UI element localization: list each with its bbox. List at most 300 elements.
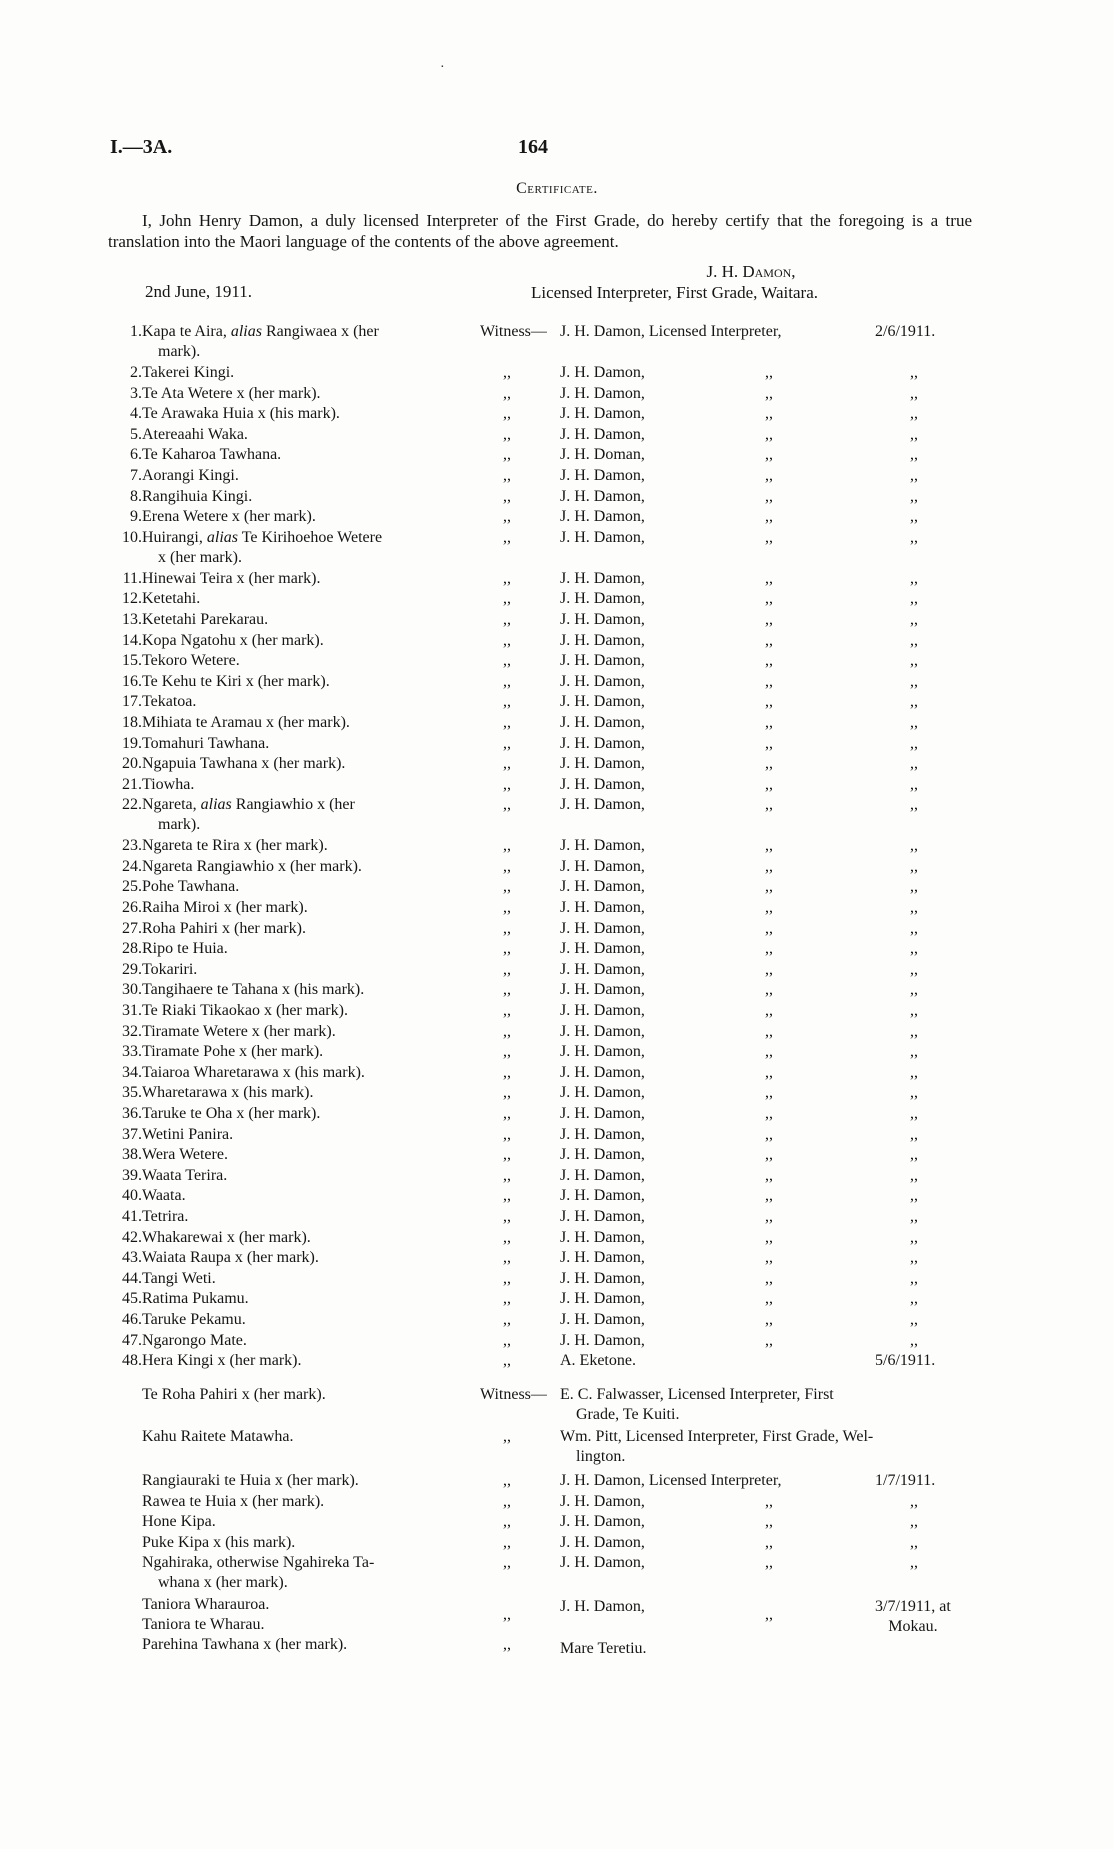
ditto-mark: ,, bbox=[503, 1043, 511, 1061]
signatory-name: Ratima Pukamu. bbox=[142, 1290, 249, 1308]
signatory-row bbox=[0, 960, 1114, 981]
ditto-mark: ,, bbox=[503, 693, 511, 711]
ditto-mark: ,, bbox=[765, 405, 773, 423]
ditto-mark: ,, bbox=[910, 1269, 918, 1287]
speck-mark: · bbox=[440, 60, 445, 75]
signatory-row bbox=[0, 898, 1114, 919]
ditto-mark: ,, bbox=[765, 1249, 773, 1267]
entry-number: 4. bbox=[130, 405, 142, 423]
witness-date: 5/6/1911. bbox=[875, 1352, 936, 1370]
ditto-mark: ,, bbox=[503, 899, 511, 917]
witness-name: J. H. Damon, bbox=[560, 1290, 645, 1308]
ditto-mark: ,, bbox=[503, 1310, 511, 1328]
ditto-mark: ,, bbox=[503, 1428, 511, 1445]
signatory-name: Tangi Weti. bbox=[142, 1269, 216, 1287]
signatory-name: Hinewai Teira x (her mark). bbox=[142, 569, 321, 587]
signatory-name: Te Kaharoa Tawhana. bbox=[142, 446, 282, 464]
ditto-mark: ,, bbox=[910, 1492, 918, 1510]
ditto-mark: ,, bbox=[910, 487, 918, 505]
signatory-name: Pohe Tawhana. bbox=[142, 878, 240, 896]
signatory-name: Aorangi Kingi. bbox=[142, 466, 239, 484]
ditto-mark: ,, bbox=[910, 528, 918, 546]
ditto-mark: ,, bbox=[765, 796, 773, 814]
ditto-mark: ,, bbox=[765, 466, 773, 484]
entry-number: 8. bbox=[130, 487, 142, 505]
additional-row bbox=[0, 1427, 1114, 1471]
signatory-name: Waata Terira. bbox=[142, 1166, 228, 1184]
ditto-mark: ,, bbox=[765, 610, 773, 628]
witness-name: J. H. Damon, bbox=[560, 672, 645, 690]
ditto-mark: ,, bbox=[910, 1533, 918, 1551]
ditto-mark: ,, bbox=[765, 631, 773, 649]
signature-name: J. H. Damon, bbox=[706, 262, 796, 281]
ditto-mark: ,, bbox=[910, 652, 918, 670]
entry-number: 21. bbox=[122, 775, 142, 793]
ditto-mark: ,, bbox=[765, 1269, 773, 1287]
additional-row bbox=[0, 1595, 1114, 1635]
ditto-mark: ,, bbox=[910, 425, 918, 443]
ditto-mark: ,, bbox=[503, 446, 511, 464]
signatory-row bbox=[0, 466, 1114, 487]
signatory-name: Ngareta te Rira x (her mark). bbox=[142, 837, 328, 855]
witness-date: 1/7/1911. bbox=[875, 1472, 936, 1489]
ditto-mark: ,, bbox=[503, 1472, 511, 1489]
entry-number: 43. bbox=[122, 1249, 142, 1267]
signatory-name: Ngareta, alias Rangiawhio x (her mark). bbox=[142, 796, 355, 834]
signatory-name: Atereaahi Waka. bbox=[142, 425, 248, 443]
entry-number: 35. bbox=[122, 1084, 142, 1102]
ditto-mark: ,, bbox=[765, 1084, 773, 1102]
entry-number: 26. bbox=[122, 899, 142, 917]
ditto-mark: ,, bbox=[765, 693, 773, 711]
entry-number: 46. bbox=[122, 1310, 142, 1328]
witness-name: J. H. Damon, bbox=[560, 1187, 645, 1205]
witness-name: J. H. Damon, bbox=[560, 796, 645, 814]
ditto-mark: ,, bbox=[503, 857, 511, 875]
ditto-mark: ,, bbox=[910, 981, 918, 999]
ditto-mark: ,, bbox=[910, 508, 918, 526]
witness-name: J. H. Damon, bbox=[560, 734, 645, 752]
ditto-mark: ,, bbox=[503, 672, 511, 690]
witness-name: J. H. Damon, bbox=[560, 631, 645, 649]
signatory-name: Kahu Raitete Matawha. bbox=[142, 1428, 294, 1445]
signatory-row bbox=[0, 425, 1114, 446]
signatory-name: Tomahuri Tawhana. bbox=[142, 734, 270, 752]
signatory-row bbox=[0, 1125, 1114, 1146]
ditto-mark: ,, bbox=[503, 713, 511, 731]
ditto-mark: ,, bbox=[503, 425, 511, 443]
ditto-mark: ,, bbox=[910, 1146, 918, 1164]
signatory-name: Mihiata te Aramau x (her mark). bbox=[142, 713, 350, 731]
ditto-mark: ,, bbox=[765, 652, 773, 670]
ditto-mark: ,, bbox=[503, 590, 511, 608]
signatory-row bbox=[0, 1145, 1114, 1166]
ditto-mark: ,, bbox=[765, 837, 773, 855]
entry-number: 32. bbox=[122, 1022, 142, 1040]
witness-name: J. H. Doman, bbox=[560, 446, 645, 464]
ditto-mark: ,, bbox=[503, 569, 511, 587]
signatory-name: Rawea te Huia x (her mark). bbox=[142, 1492, 325, 1510]
entry-number: 33. bbox=[122, 1043, 142, 1061]
ditto-mark: ,, bbox=[910, 1166, 918, 1184]
witness-name: J. H. Damon, bbox=[560, 837, 645, 855]
ditto-mark: ,, bbox=[503, 1331, 511, 1349]
ditto-mark: ,, bbox=[503, 528, 511, 546]
ditto-mark: ,, bbox=[910, 1002, 918, 1020]
ditto-mark: ,, bbox=[765, 1331, 773, 1349]
ditto-mark: ,, bbox=[503, 796, 511, 814]
signatory-row bbox=[0, 404, 1114, 425]
signatory-row bbox=[0, 919, 1114, 940]
witness-name: J. H. Damon, bbox=[560, 610, 645, 628]
witness-date: 3/7/1911, at Mokau. bbox=[875, 1598, 951, 1635]
entry-number: 15. bbox=[122, 652, 142, 670]
witness-name: J. H. Damon, bbox=[560, 1533, 645, 1551]
entry-number: 14. bbox=[122, 631, 142, 649]
entry-number: 1. bbox=[130, 323, 142, 340]
signatory-row bbox=[0, 692, 1114, 713]
signatory-row bbox=[0, 877, 1114, 898]
witness-name: J. H. Damon, bbox=[560, 425, 645, 443]
ditto-mark: ,, bbox=[765, 755, 773, 773]
witness-name: J. H. Damon, bbox=[560, 960, 645, 978]
witness-name: J. H. Damon, bbox=[560, 1043, 645, 1061]
signatory-row bbox=[0, 1351, 1114, 1372]
ditto-mark: ,, bbox=[503, 1084, 511, 1102]
ditto-mark: ,, bbox=[765, 569, 773, 587]
entry-number: 47. bbox=[122, 1331, 142, 1349]
witness-name: J. H. Damon, bbox=[560, 878, 645, 896]
additional-row bbox=[0, 1471, 1114, 1492]
signatory-row bbox=[0, 1166, 1114, 1187]
ditto-mark: ,, bbox=[910, 1554, 918, 1571]
entry-number: 2. bbox=[130, 364, 142, 381]
witness-name: J. H. Damon, bbox=[560, 775, 645, 793]
entry-number: 12. bbox=[122, 590, 142, 608]
ditto-mark: ,, bbox=[910, 384, 918, 402]
certificate-date: 2nd June, 1911. bbox=[145, 282, 253, 301]
ditto-mark: ,, bbox=[910, 837, 918, 855]
signatory-name: Tiramate Wetere x (her mark). bbox=[142, 1022, 336, 1040]
ditto-mark: ,, bbox=[503, 508, 511, 526]
ditto-mark: ,, bbox=[503, 878, 511, 896]
ditto-mark: ,, bbox=[765, 384, 773, 402]
witness-name: J. H. Damon, bbox=[560, 857, 645, 875]
witness-name: J. H. Damon, bbox=[560, 1125, 645, 1143]
signatory-row bbox=[0, 1022, 1114, 1043]
signatory-row bbox=[0, 1331, 1114, 1352]
signatory-name: Wetini Panira. bbox=[142, 1125, 234, 1143]
signatory-name: Tekoro Wetere. bbox=[142, 652, 240, 670]
witness-name: J. H. Damon, bbox=[560, 755, 645, 773]
ditto-mark: ,, bbox=[765, 1146, 773, 1164]
signatory-name: Ketetahi Parekarau. bbox=[142, 610, 269, 628]
witness-name: Wm. Pitt, Licensed Interpreter, First Grade, Wel- lington. bbox=[560, 1428, 874, 1465]
ditto-mark: ,, bbox=[765, 364, 773, 381]
ditto-mark: ,, bbox=[765, 734, 773, 752]
entry-number: 41. bbox=[122, 1207, 142, 1225]
ditto-mark: ,, bbox=[503, 1492, 511, 1510]
signatory-name: Ngareta Rangiawhio x (her mark). bbox=[142, 857, 362, 875]
ditto-mark: ,, bbox=[910, 405, 918, 423]
signatory-name: Te Arawaka Huia x (his mark). bbox=[142, 405, 340, 423]
witness-name: J. H. Damon, bbox=[560, 405, 645, 423]
signatory-name: Puke Kipa x (his mark). bbox=[142, 1533, 296, 1551]
ditto-mark: ,, bbox=[910, 775, 918, 793]
signatory-row bbox=[0, 631, 1114, 652]
ditto-mark: ,, bbox=[765, 899, 773, 917]
signatory-row bbox=[0, 569, 1114, 590]
ditto-mark: ,, bbox=[765, 1207, 773, 1225]
ditto-mark: ,, bbox=[765, 1043, 773, 1061]
witness-name: J. H. Damon, bbox=[560, 1492, 645, 1510]
entry-number: 34. bbox=[122, 1063, 142, 1081]
witness-label: Witness— bbox=[480, 323, 547, 340]
additional-row bbox=[0, 1492, 1114, 1513]
witness-name: J. H. Damon, bbox=[560, 1063, 645, 1081]
signatory-name: Tangihaere te Tahana x (his mark). bbox=[142, 981, 365, 999]
ditto-mark: ,, bbox=[910, 1331, 918, 1349]
witness-name: J. H. Damon, bbox=[560, 713, 645, 731]
signatory-row bbox=[0, 1207, 1114, 1228]
ditto-mark: ,, bbox=[765, 1310, 773, 1328]
entry-number: 6. bbox=[130, 446, 142, 464]
signatory-name: Rangihuia Kingi. bbox=[142, 487, 253, 505]
signatory-name: Ngarongo Mate. bbox=[142, 1331, 247, 1349]
ditto-mark: ,, bbox=[765, 1187, 773, 1205]
witness-name: J. H. Damon, bbox=[560, 1146, 645, 1164]
entry-number: 39. bbox=[122, 1166, 142, 1184]
witness-name: J. H. Damon, Licensed Interpreter, bbox=[560, 1472, 782, 1489]
witness-name: J. H. Damon, bbox=[560, 487, 645, 505]
signatory-name: Tetrira. bbox=[142, 1207, 189, 1225]
ditto-mark: ,, bbox=[503, 1513, 511, 1530]
entry-number: 30. bbox=[122, 981, 142, 999]
ditto-mark: ,, bbox=[910, 1207, 918, 1225]
ditto-mark: ,, bbox=[910, 796, 918, 814]
ditto-mark: ,, bbox=[765, 857, 773, 875]
ditto-mark: ,, bbox=[765, 1166, 773, 1184]
entry-number: 36. bbox=[122, 1105, 142, 1122]
signatory-name: Tokariri. bbox=[142, 960, 198, 978]
ditto-mark: ,, bbox=[503, 1207, 511, 1225]
ditto-mark: ,, bbox=[765, 590, 773, 608]
witness-name: J. H. Damon, bbox=[560, 1598, 645, 1615]
signatory-name: Hera Kingi x (her mark). bbox=[142, 1352, 302, 1370]
ditto-mark: ,, bbox=[765, 960, 773, 978]
entry-number: 25. bbox=[122, 878, 142, 896]
witness-name: A. Eketone. bbox=[560, 1352, 636, 1370]
signatory-name: Taruke Pekamu. bbox=[142, 1310, 246, 1328]
witness-name: J. H. Damon, bbox=[560, 1228, 645, 1246]
entry-number: 48. bbox=[122, 1352, 142, 1370]
ditto-mark: ,, bbox=[910, 1290, 918, 1308]
ditto-mark: ,, bbox=[503, 610, 511, 628]
ditto-mark: ,, bbox=[765, 1228, 773, 1246]
ditto-mark: ,, bbox=[910, 1187, 918, 1205]
signatory-row bbox=[0, 610, 1114, 631]
ditto-mark: ,, bbox=[910, 1084, 918, 1102]
signatory-row bbox=[0, 713, 1114, 734]
entry-number: 31. bbox=[122, 1002, 142, 1020]
ditto-mark: ,, bbox=[910, 857, 918, 875]
signatory-row bbox=[0, 1248, 1114, 1269]
signatory-name: Ketetahi. bbox=[142, 590, 201, 608]
signatory-row bbox=[0, 445, 1114, 466]
signatory-name: Whakarewai x (her mark). bbox=[142, 1228, 311, 1246]
witness-name: J. H. Damon, bbox=[560, 940, 645, 958]
signatory-row bbox=[0, 1269, 1114, 1290]
ditto-mark: ,, bbox=[910, 672, 918, 690]
ditto-mark: ,, bbox=[910, 693, 918, 711]
signatory-row bbox=[0, 363, 1114, 384]
signatory-row bbox=[0, 1001, 1114, 1022]
ditto-mark: ,, bbox=[503, 960, 511, 978]
signatory-name: Wharetarawa x (his mark). bbox=[142, 1084, 314, 1102]
signatory-row bbox=[0, 1063, 1114, 1084]
signatory-row bbox=[0, 1042, 1114, 1063]
ditto-mark: ,, bbox=[910, 713, 918, 731]
signatory-name: Wera Wetere. bbox=[142, 1146, 228, 1164]
signatory-row bbox=[0, 507, 1114, 528]
signatory-row bbox=[0, 672, 1114, 693]
witness-name: J. H. Damon, Licensed Interpreter, bbox=[560, 323, 782, 340]
ditto-mark: ,, bbox=[765, 919, 773, 937]
ditto-mark: ,, bbox=[910, 610, 918, 628]
signatory-name: Kapa te Aira, alias Rangiwaea x (her mark). bbox=[142, 323, 379, 360]
additional-row bbox=[0, 1512, 1114, 1533]
ditto-mark: ,, bbox=[765, 1105, 773, 1122]
ditto-mark: ,, bbox=[503, 405, 511, 423]
entry-number: 23. bbox=[122, 837, 142, 855]
signatory-row bbox=[0, 836, 1114, 857]
ditto-mark: ,, bbox=[503, 940, 511, 958]
signatory-name: Taruke te Oha x (her mark). bbox=[142, 1105, 321, 1122]
additional-row bbox=[0, 1635, 1114, 1656]
ditto-mark: ,, bbox=[910, 1513, 918, 1530]
ditto-mark: ,, bbox=[503, 981, 511, 999]
entry-number: 40. bbox=[122, 1187, 142, 1205]
signatory-row bbox=[0, 857, 1114, 878]
entry-number: 22. bbox=[122, 796, 142, 814]
signatory-name: Tiramate Pohe x (her mark). bbox=[142, 1043, 324, 1061]
signatory-name: Tiowha. bbox=[142, 775, 195, 793]
certificate-title: Certificate. bbox=[516, 180, 598, 197]
ditto-mark: ,, bbox=[910, 755, 918, 773]
signatory-name: Parehina Tawhana x (her mark). bbox=[142, 1636, 348, 1653]
witness-name: Mare Teretiu. bbox=[560, 1640, 647, 1657]
ditto-mark: ,, bbox=[765, 1533, 773, 1551]
ditto-mark: ,, bbox=[503, 1249, 511, 1267]
ditto-mark: ,, bbox=[910, 631, 918, 649]
signatory-row bbox=[0, 734, 1114, 755]
ditto-mark: ,, bbox=[503, 1228, 511, 1246]
witness-name: J. H. Damon, bbox=[560, 1269, 645, 1287]
entry-number: 24. bbox=[122, 857, 142, 875]
ditto-mark: ,, bbox=[765, 425, 773, 443]
entry-number: 42. bbox=[122, 1228, 142, 1246]
witness-name: E. C. Falwasser, Licensed Interpreter, First Grade, Te Kuiti. bbox=[560, 1386, 834, 1423]
witness-name: J. H. Damon, bbox=[560, 981, 645, 999]
ditto-mark: ,, bbox=[765, 1554, 773, 1571]
witness-name: J. H. Damon, bbox=[560, 693, 645, 711]
ditto-mark: ,, bbox=[503, 1290, 511, 1308]
ditto-mark: ,, bbox=[765, 878, 773, 896]
ditto-mark: ,, bbox=[910, 1063, 918, 1081]
signatory-row bbox=[0, 487, 1114, 508]
additional-row bbox=[0, 1385, 1114, 1427]
ditto-mark: ,, bbox=[503, 1187, 511, 1205]
signatory-row bbox=[0, 1186, 1114, 1207]
entry-number: 3. bbox=[130, 384, 142, 402]
signatory-name: Raiha Miroi x (her mark). bbox=[142, 899, 308, 917]
entry-number: 13. bbox=[122, 610, 142, 628]
ditto-mark: ,, bbox=[910, 878, 918, 896]
ditto-mark: ,, bbox=[765, 487, 773, 505]
signatory-name: Hone Kipa. bbox=[142, 1513, 216, 1530]
ditto-mark: ,, bbox=[503, 1146, 511, 1164]
page-number: 164 bbox=[518, 136, 548, 158]
ditto-mark: ,, bbox=[503, 919, 511, 937]
ditto-mark: ,, bbox=[503, 652, 511, 670]
signatory-name: Te Roha Pahiri x (her mark). bbox=[142, 1386, 326, 1403]
ditto-mark: ,, bbox=[503, 631, 511, 649]
ditto-mark: ,, bbox=[503, 755, 511, 773]
ditto-mark: ,, bbox=[910, 446, 918, 464]
signatory-name: Te Riaki Tikaokao x (her mark). bbox=[142, 1002, 348, 1020]
signatory-row bbox=[0, 1083, 1114, 1104]
entry-number: 29. bbox=[122, 960, 142, 978]
witness-name: J. H. Damon, bbox=[560, 1022, 645, 1040]
ditto-mark: ,, bbox=[910, 899, 918, 917]
ditto-mark: ,, bbox=[503, 1125, 511, 1143]
witness-name: J. H. Damon, bbox=[560, 466, 645, 484]
ditto-mark: ,, bbox=[765, 446, 773, 464]
ditto-mark: ,, bbox=[765, 981, 773, 999]
signatory-row bbox=[0, 754, 1114, 775]
ditto-mark: ,, bbox=[503, 364, 511, 381]
ditto-mark: ,, bbox=[503, 466, 511, 484]
signatory-name: Te Kehu te Kiri x (her mark). bbox=[142, 672, 330, 690]
signatory-row bbox=[0, 384, 1114, 405]
ditto-mark: ,, bbox=[765, 1063, 773, 1081]
ditto-mark: ,, bbox=[503, 775, 511, 793]
ditto-mark: ,, bbox=[910, 1043, 918, 1061]
signatory-list bbox=[0, 322, 1114, 1372]
signatory-name: Waata. bbox=[142, 1187, 186, 1205]
witness-name: J. H. Damon, bbox=[560, 590, 645, 608]
witness-name: J. H. Damon, bbox=[560, 1002, 645, 1020]
witness-name: J. H. Damon, bbox=[560, 652, 645, 670]
entry-number: 9. bbox=[130, 508, 142, 526]
witness-name: J. H. Damon, bbox=[560, 1166, 645, 1184]
ditto-mark: ,, bbox=[910, 1249, 918, 1267]
ditto-mark: ,, bbox=[910, 590, 918, 608]
ditto-mark: ,, bbox=[910, 960, 918, 978]
additional-row bbox=[0, 1533, 1114, 1554]
signatory-name: Takerei Kingi. bbox=[142, 364, 235, 381]
witness-name: J. H. Damon, bbox=[560, 508, 645, 526]
entry-number: 37. bbox=[122, 1125, 142, 1143]
ditto-mark: ,, bbox=[765, 1513, 773, 1530]
witness-name: J. H. Damon, bbox=[560, 1513, 645, 1530]
witness-name: J. H. Damon, bbox=[560, 1249, 645, 1267]
signatory-name: Roha Pahiri x (her mark). bbox=[142, 919, 306, 937]
witness-name: J. H. Damon, bbox=[560, 364, 645, 381]
ditto-mark: ,, bbox=[910, 1228, 918, 1246]
additional-signatories bbox=[0, 1385, 1114, 1656]
ditto-mark: ,, bbox=[503, 837, 511, 855]
